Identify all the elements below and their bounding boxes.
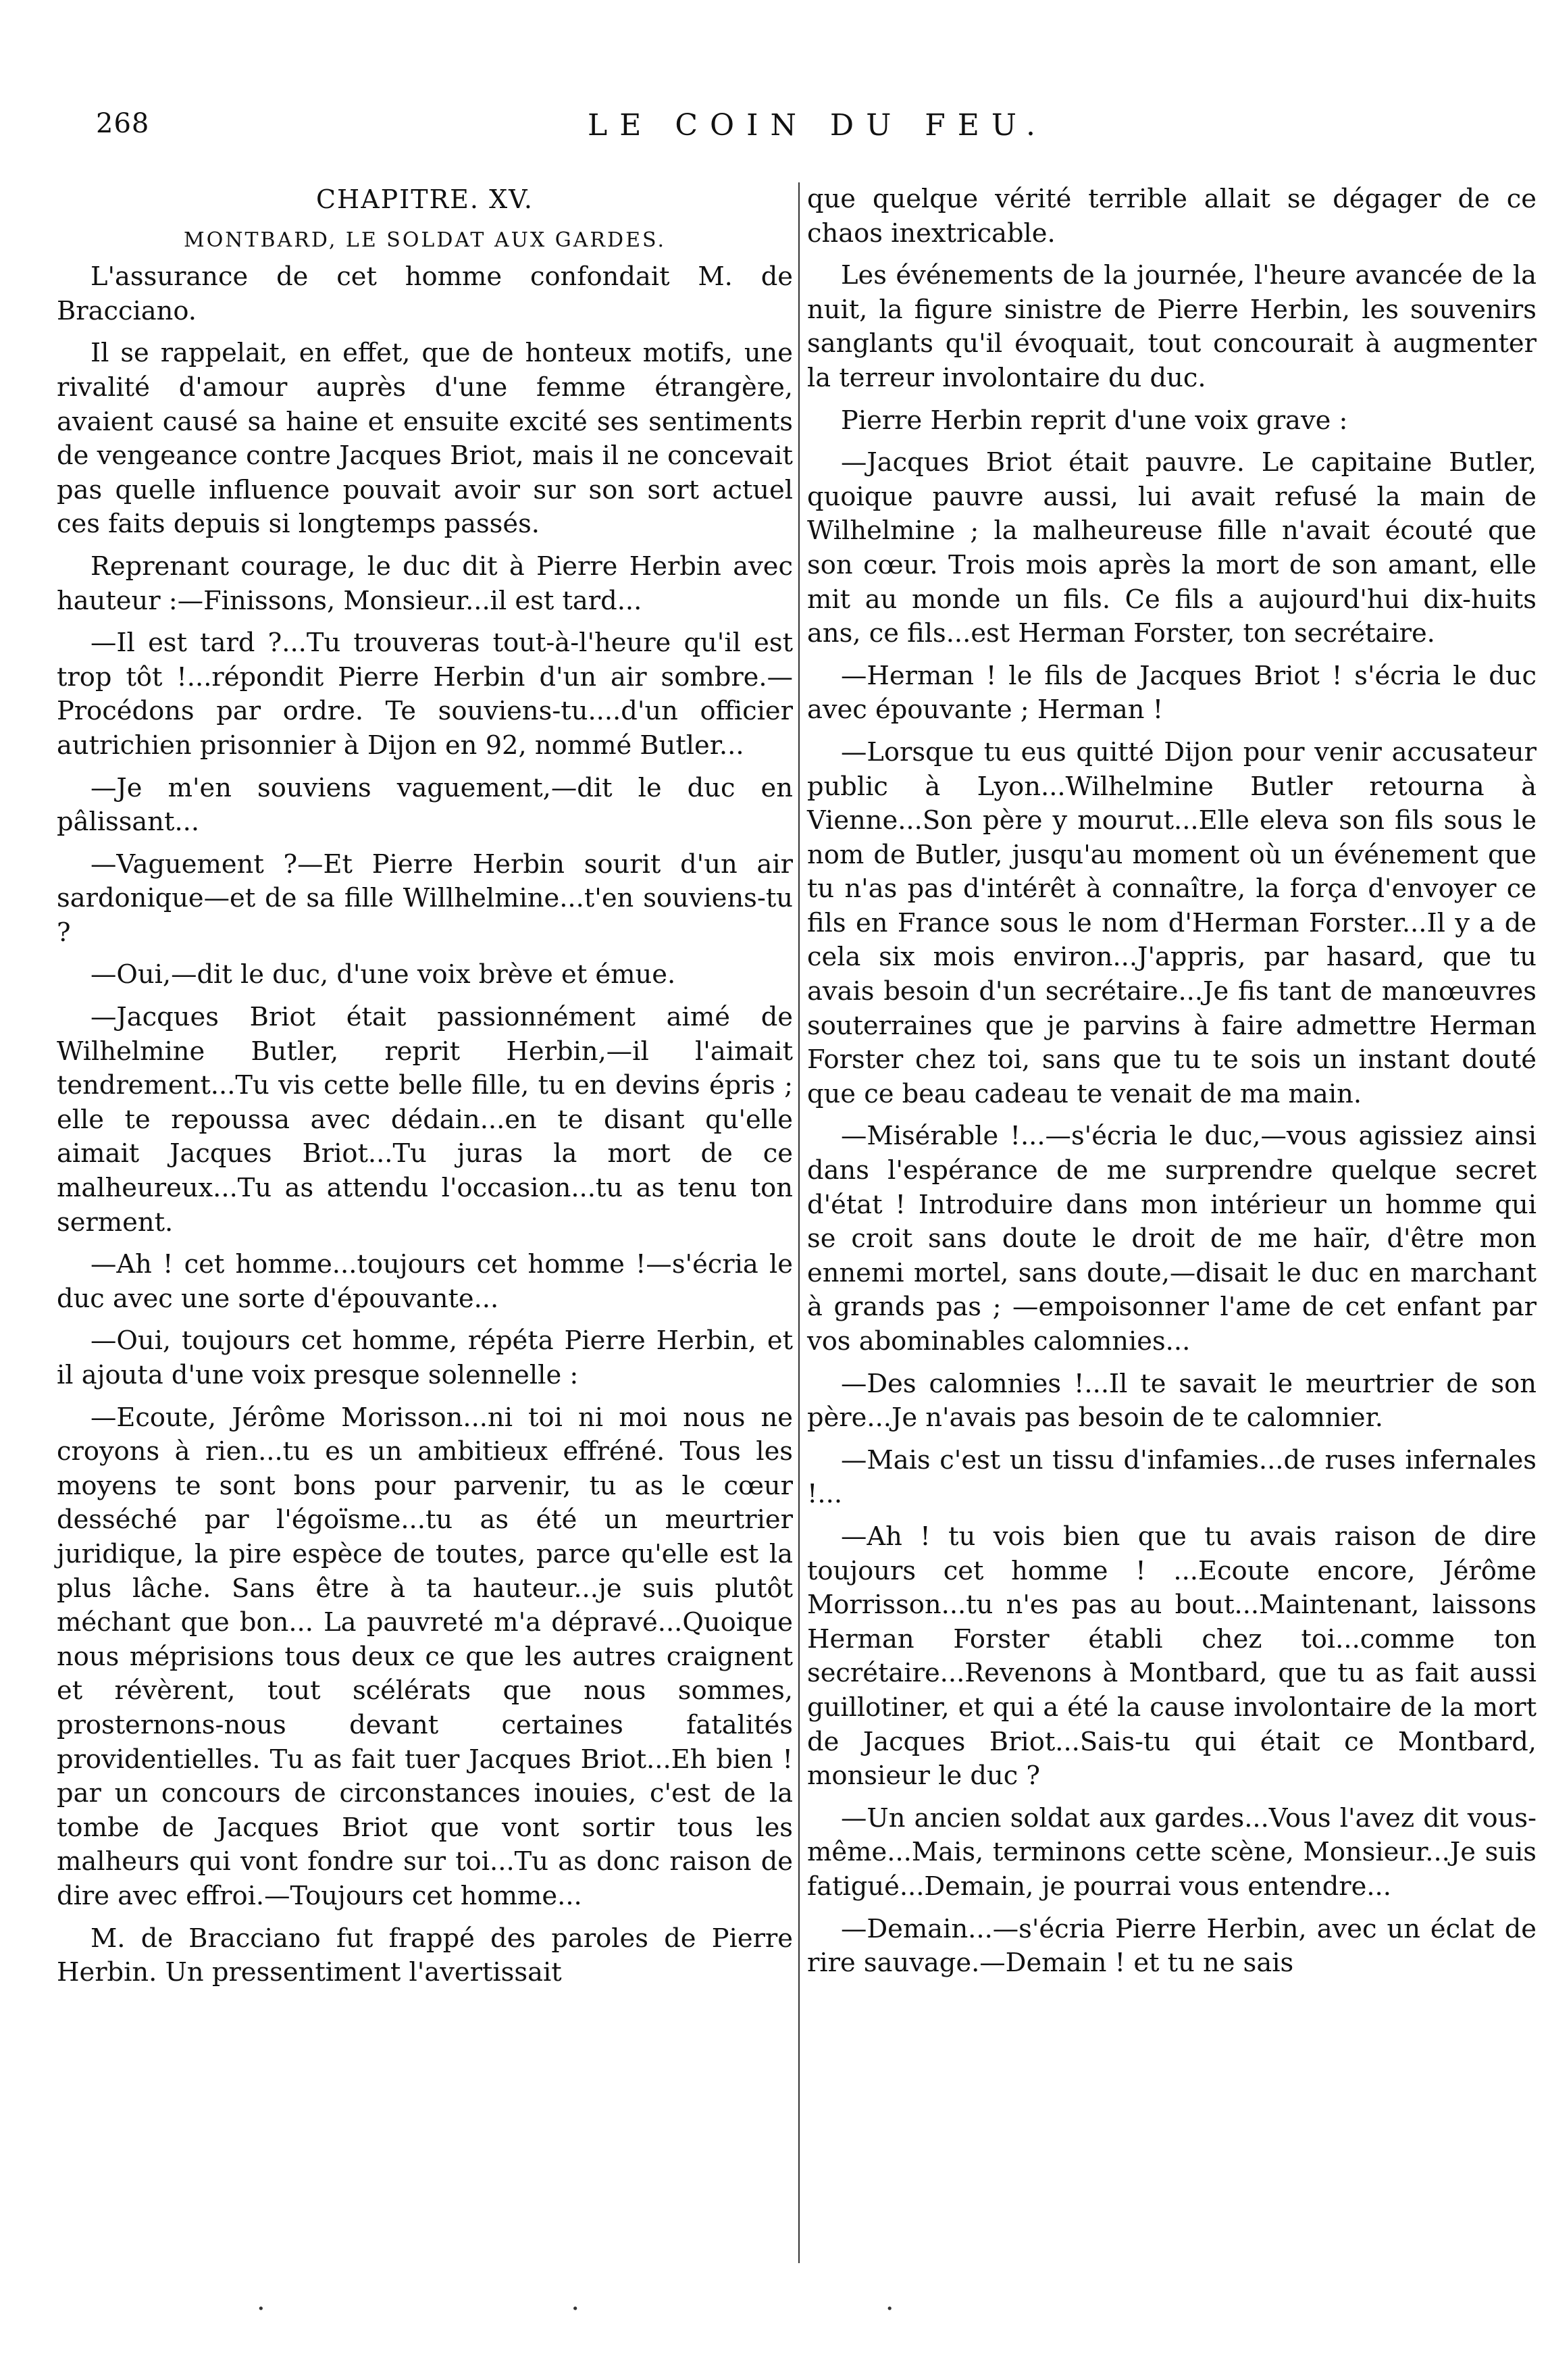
paragraph: —Ah ! tu vois bien que tu avais raison de dire toujours cet homme ! ...Ecoute encore, Jérôme Morrisson...tu n'es pas au bout...Maintenant, laissons Herman Forster établi chez toi...comme ton secrétaire...Revenons à Montbard, que tu as fait aussi guillotiner, et qui a été la cause involontaire de la mort de Jacques Briot...Sais-tu qui était ce Montbard, monsieur le duc ? (807, 1521, 1537, 1792)
footer-specks: · · · (257, 2294, 1043, 2325)
paragraph: —Ecoute, Jérôme Morisson...ni toi ni moi nous ne croyons à rien...tu es un ambitieux effréné. Tous les moyens te sont bons pour parvenir, tu as le cœur desséché par l'égoïsme...tu as été un meurtrier juridique, la pire espèce de toutes, parce qu'elle est la plus lâche. Sans être à ta hauteur...je suis plutôt méchant que bon... La pauvreté m'a dépravé...Quoique nous méprisions tous deux ce que les autres craignent et révèrent, tout scélérats que nous sommes, prosternons-nous devant certaines fatalités providentielles. Tu as fait tuer Jacques Briot...Eh bien ! par un concours de circonstances inouies, c'est de la tombe de Jacques Briot que vont sortir tous les malheurs qui vont fondre sur toi...Tu as donc raison de dire avec effroi.—Toujours cet homme... (57, 1402, 793, 1911)
paragraph: —Demain...—s'écria Pierre Herbin, avec un éclat de rire sauvage.—Demain ! et tu ne sais (807, 1913, 1537, 1979)
paragraph: —Mais c'est un tissu d'infamies...de ruses infernales !... (807, 1444, 1537, 1510)
paragraph: Les événements de la journée, l'heure avancée de la nuit, la figure sinistre de Pierre Herbin, les souvenirs sanglants qu'il évoquait, tout concourait à augmenter la terreur involontaire du duc. (807, 260, 1537, 393)
column-divider (798, 182, 800, 2263)
paragraph: —Misérable !...—s'écria le duc,—vous agissiez ainsi dans l'espérance de me surprendre quelque secret d'état ! Introduire dans mon intérieur un homme qui se croit sans doute le droit de me haïr, d'être mon ennemi mortel, sans doute,—disait le duc en marchant à grands pas ; —empoisonner l'ame de cet enfant par vos abominables calomnies... (807, 1121, 1537, 1357)
paragraph: Il se rappelait, en effet, que de honteux motifs, une rivalité d'amour auprès d'une femme étrangère, avaient causé sa haine et ensuite excité ses sentiments de vengeance contre Jacques Briot, mais il ne concevait pas quelle influence pouvait avoir sur son sort actuel ces faits depuis si longtemps passés. (57, 338, 793, 540)
paragraph: —Oui, toujours cet homme, répéta Pierre Herbin, et il ajouta d'une voix presque solennelle : (57, 1325, 793, 1390)
paragraph: que quelque vérité terrible allait se dégager de ce chaos inextricable. (807, 184, 1537, 249)
paragraph: —Un ancien soldat aux gardes...Vous l'avez dit vous-même...Mais, terminons cette scène, Monsieur...Je suis fatigué...Demain, je pourrai vous entendre... (807, 1802, 1537, 1902)
paragraph: —Jacques Briot était passionnément aimé de Wilhelmine Butler, reprit Herbin,—il l'aimait tendrement...Tu vis cette belle fille, tu en devins épris ; elle te repoussa avec dédain...en te disant qu'elle aimait Jacques Briot...Tu juras la mort de ce malheureux...Tu as attendu l'occasion...tu as tenu ton serment. (57, 1002, 793, 1238)
paragraph: M. de Bracciano fut frappé des paroles de Pierre Herbin. Un pressentiment l'avertissait (57, 1923, 793, 1988)
paragraph: —Je m'en souviens vaguement,—dit le duc en pâlissant... (57, 772, 793, 838)
page-header (0, 108, 1548, 149)
paragraph: Reprenant courage, le duc dit à Pierre Herbin avec hauteur :—Finissons, Monsieur...il est tard... (57, 551, 793, 616)
paragraph: —Vaguement ?—Et Pierre Herbin sourit d'un air sardonique—et de sa fille Willhelmine...t'en souviens-tu ? (57, 849, 793, 948)
paragraph: —Jacques Briot était pauvre. Le capitaine Butler, quoique pauvre aussi, lui avait refusé la main de Wilhelmine ; la malheureuse fille n'avait écouté que son cœur. Trois mois après la mort de son amant, elle mit au monde un fils. Ce fils a aujourd'hui dix-huits ans, ce fils...est Herman Forster, ton secrétaire. (807, 447, 1537, 649)
paragraph: —Des calomnies !...Il te savait le meurtrier de son père...Je n'avais pas besoin de te calomnier. (807, 1368, 1537, 1434)
paragraph: L'assurance de cet homme confondait M. de Bracciano. (57, 261, 793, 326)
paragraph: —Lorsque tu eus quitté Dijon pour venir accusateur public à Lyon...Wilhelmine Butler retourna à Vienne...Son père y mourut...Elle eleva son fils sous le nom de Butler, jusqu'au moment où un événement que tu n'as pas d'intérêt à connaître, la força d'envoyer ce fils en France sous le nom d'Herman Forster...Il y a de cela six mois environ...J'appris, par hasard, que tu avais besoin d'un secrétaire...Je fis tant de manœuvres souterraines que je parvins à faire admettre Herman Forster chez toi, sans que tu te sois un instant douté que ce beau cadeau te venait de ma main. (807, 736, 1537, 1109)
left-column (57, 182, 793, 1998)
paragraph: —Il est tard ?...Tu trouveras tout-à-l'heure qu'il est trop tôt !...répondit Pierre Herbin d'un air sombre.—Procédons par ordre. Te souviens-tu....d'un officier autrichien prisonnier à Dijon en 92, nommé Butler... (57, 628, 793, 761)
paragraph: —Herman ! le fils de Jacques Briot ! s'écria le duc avec épouvante ; Herman ! (807, 660, 1537, 726)
paragraph: —Oui,—dit le duc, d'une voix brève et émue. (91, 959, 676, 990)
paragraph: Pierre Herbin reprit d'une voix grave : (841, 405, 1348, 436)
chapter-subtitle: MONTBARD, LE SOLDAT AUX GARDES. (183, 228, 666, 252)
right-column (807, 182, 1537, 1989)
page-number: 268 (96, 108, 150, 139)
chapter-heading: CHAPITRE. XV. (315, 184, 534, 214)
running-title: LE COIN DU FEU. (588, 108, 1048, 143)
paragraph: —Ah ! cet homme...toujours cet homme !—s'écria le duc avec une sorte d'épouvante... (57, 1249, 793, 1314)
